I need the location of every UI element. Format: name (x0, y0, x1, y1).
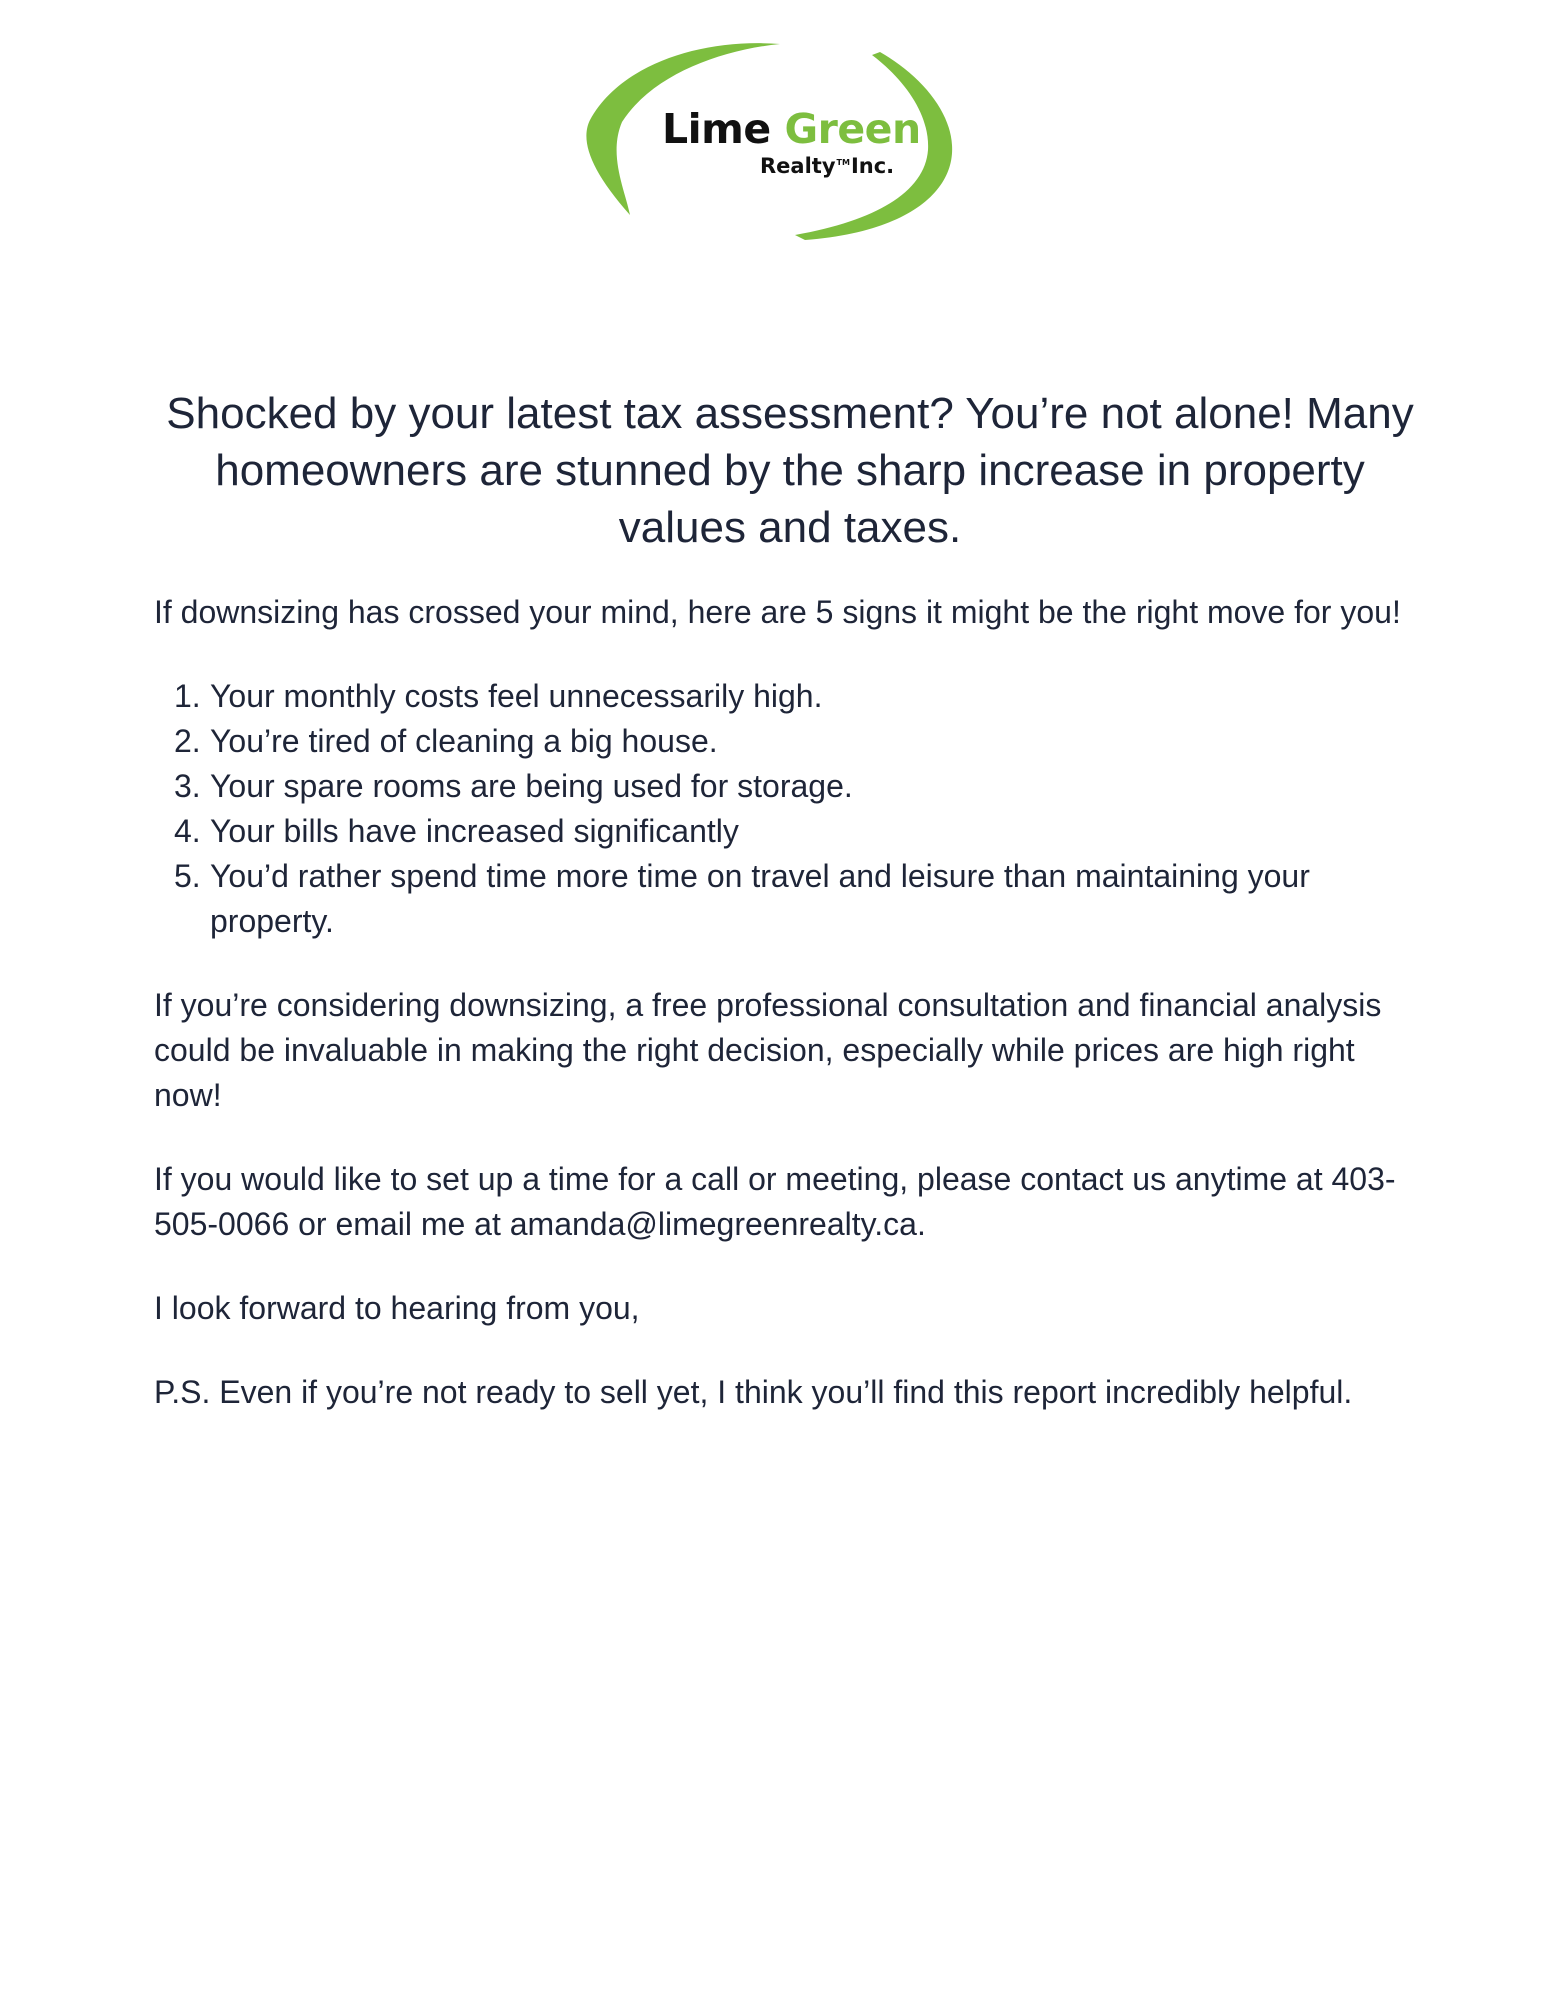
consultation-paragraph: If you’re considering downsizing, a free professional consultation and financial analysis could be invaluable in making the right decision, especially while prices are high right now! (154, 987, 1382, 1113)
letter-body (154, 590, 1414, 1415)
logo-wordmark (662, 105, 921, 153)
contact-paragraph: If you would like to set up a time for a call or meeting, please contact us anytime at 403-505-0066 or email me at amanda@limegreenrealty.ca. (154, 1161, 1396, 1242)
ps-paragraph: P.S. Even if you’re not ready to sell yet, I think you’ll find this report incredibly helpful. (154, 1374, 1353, 1410)
list-item (154, 854, 1414, 944)
list-item-text: Your bills have increased significantly (210, 813, 739, 849)
list-item-text: Your spare rooms are being used for storage. (210, 768, 853, 804)
list-number: 4. (174, 813, 201, 849)
list-item-text: You’d rather spend time more time on travel and leisure than maintaining your property. (210, 858, 1310, 939)
logo-word-green: Green (784, 105, 921, 153)
list-number: 1. (174, 678, 201, 714)
company-logo (580, 40, 960, 250)
intro-paragraph: If downsizing has crossed your mind, here are 5 signs it might be the right move for you! (154, 594, 1401, 630)
list-item-text: You’re tired of cleaning a big house. (210, 723, 718, 759)
logo-subtitle (760, 154, 894, 178)
list-item (154, 809, 1414, 854)
logo-sub-inc: Inc. (850, 154, 895, 178)
logo-sub-realty: Realty (760, 154, 836, 178)
list-number: 2. (174, 723, 201, 759)
headline: Shocked by your latest tax assessment? You’re not alone! Many homeowners are stunned by the sharp increase in property values and taxes. (166, 389, 1414, 552)
list-item (154, 764, 1414, 809)
logo-trademark: TM (836, 158, 850, 167)
list-item-text: Your monthly costs feel unnecessarily high. (210, 678, 823, 714)
list-item (154, 719, 1414, 764)
signs-list (154, 674, 1414, 944)
closing-line: I look forward to hearing from you, (154, 1290, 640, 1326)
list-number: 5. (174, 858, 201, 894)
list-number: 3. (174, 768, 201, 804)
logo-word-lime: Lime (662, 105, 771, 153)
list-item (154, 674, 1414, 719)
